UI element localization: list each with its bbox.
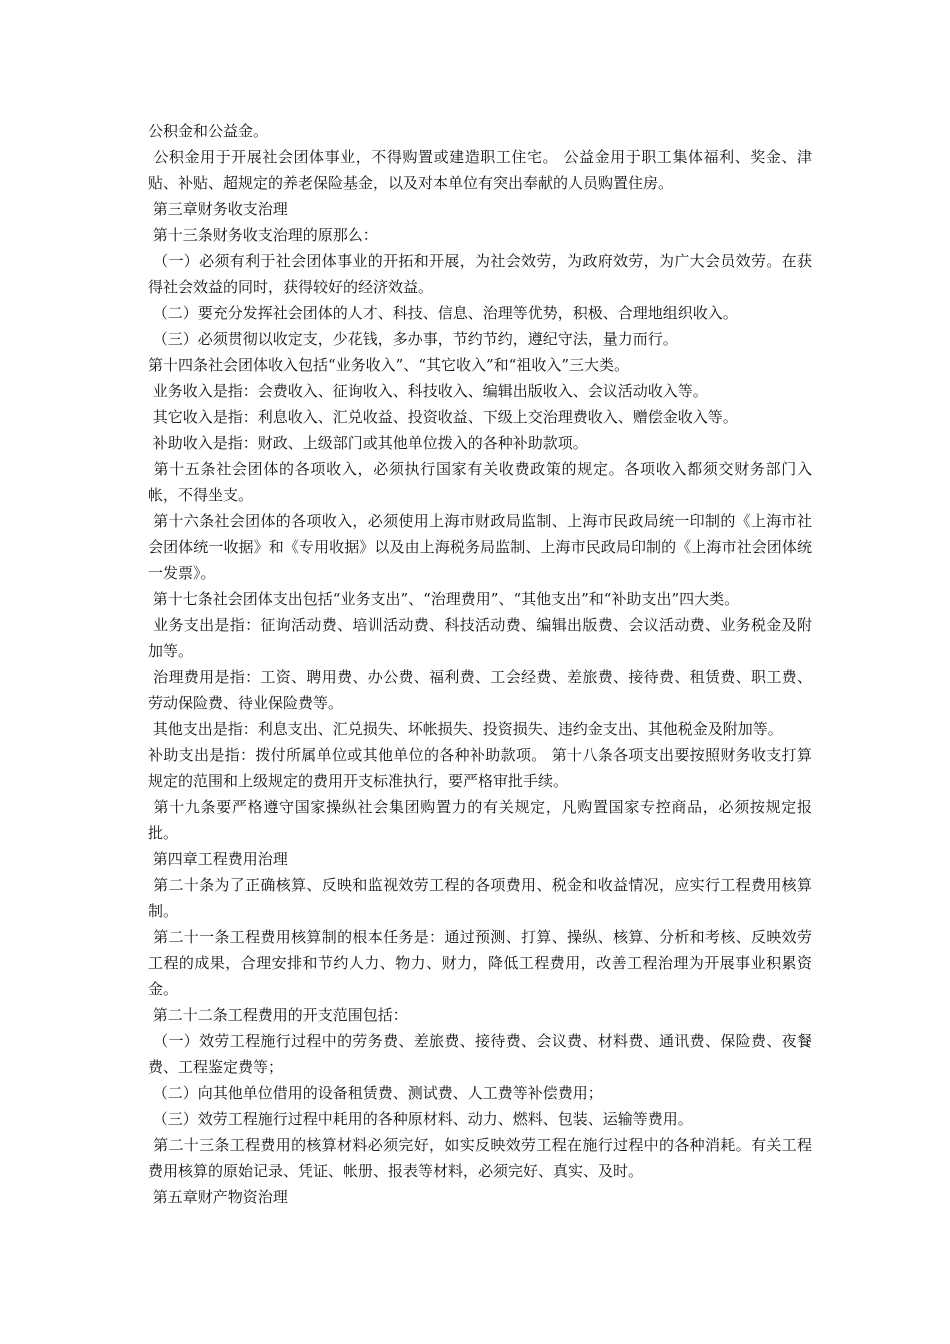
chapter-heading: 第四章工程费用治理	[148, 850, 288, 868]
article-paragraph: 第二十三条工程费用的核算材料必须完好，如实反映效劳工程在施行过程中的各种消耗。有关工程费用核算的原始记录、凭证、帐册、报表等材料，必须完好、真实、及时。	[148, 1136, 812, 1180]
article-paragraph: 第十五条社会团体的各项收入，必须执行国家有关收费政策的规定。各项收入都须交财务部门入帐，不得坐支。	[148, 460, 812, 504]
list-item: （二）向其他单位借用的设备租赁费、测试费、人工费等补偿费用；	[148, 1084, 603, 1102]
article-paragraph: 第十七条社会团体支出包括“业务支出”、“治理费用”、“其他支出”和“补助支出”四大类。	[148, 590, 740, 608]
paragraph: 公积金用于开展社会团体事业，不得购置或建造职工住宅。 公益金用于职工集体福利、奖金、津贴、补贴、超规定的养老保险基金，以及对本单位有突出奉献的人员购置住房。	[148, 148, 812, 192]
paragraph: 业务支出是指：征询活动费、培训活动费、科技活动费、编辑出版费、会议活动费、业务税金及附加等。	[148, 616, 812, 660]
list-item: （二）要充分发挥社会团体的人才、科技、信息、治理等优势，积极、合理地组织收入。	[148, 304, 738, 322]
article-heading: 第二十二条工程费用的开支范围包括：	[148, 1006, 408, 1024]
list-item: （一）必须有利于社会团体事业的开拓和开展，为社会效劳，为政府效劳，为广大会员效劳。在获得社会效益的同时，获得较好的经济效益。	[148, 252, 812, 296]
article-paragraph: 第二十一条工程费用核算制的根本任务是：通过预测、打算、操纵、核算、分析和考核、反映效劳工程的成果，合理安排和节约人力、物力、财力，降低工程费用，改善工程治理为开展事业积累资金。	[148, 928, 812, 998]
list-item: （一）效劳工程施行过程中的劳务费、差旅费、接待费、会议费、材料费、通讯费、保险费、夜餐费、工程鉴定费等；	[148, 1032, 812, 1076]
paragraph: 补助支出是指：拨付所属单位或其他单位的各种补助款项。 第十八条各项支出要按照财务收支打算规定的范围和上级规定的费用开支标准执行，要严格审批手续。	[148, 746, 812, 790]
paragraph: 其他支出是指：利息支出、汇兑损失、坏帐损失、投资损失、违约金支出、其他税金及附加等。	[148, 720, 783, 738]
paragraph: 业务收入是指：会费收入、征询收入、科技收入、编辑出版收入、会议活动收入等。	[148, 382, 708, 400]
chapter-heading: 第三章财务收支治理	[148, 200, 288, 218]
list-item: （三）效劳工程施行过程中耗用的各种原材料、动力、燃料、包装、运输等费用。	[148, 1110, 693, 1128]
paragraph: 其它收入是指：利息收入、汇兑收益、投资收益、下级上交治理费收入、赠偿金收入等。	[148, 408, 738, 426]
chapter-heading: 第五章财产物资治理	[148, 1188, 288, 1206]
article-paragraph: 第十四条社会团体收入包括“业务收入”、“其它收入”和“祖收入”三大类。	[148, 356, 630, 374]
paragraph: 公积金和公益金。	[148, 122, 269, 140]
paragraph: 治理费用是指：工资、聘用费、办公费、福利费、工会经费、差旅费、接待费、租赁费、职工费、劳动保险费、待业保险费等。	[148, 668, 812, 712]
list-item: （三）必须贯彻以收定支，少花钱，多办事，节约节约，遵纪守法，量力而行。	[148, 330, 678, 348]
document-page	[148, 118, 812, 1210]
article-paragraph: 第十六条社会团体的各项收入，必须使用上海市财政局监制、上海市民政局统一印制的《上海市社会团体统一收据》和《专用收据》以及由上海税务局监制、上海市民政局印制的《上海市社会团体统一发票》。	[148, 512, 812, 582]
article-paragraph: 第二十条为了正确核算、反映和监视效劳工程的各项费用、税金和收益情况，应实行工程费用核算制。	[148, 876, 812, 920]
article-heading: 第十三条财务收支治理的原那么：	[148, 226, 378, 244]
paragraph: 补助收入是指：财政、上级部门或其他单位拨入的各种补助款项。	[148, 434, 588, 452]
article-paragraph: 第十九条要严格遵守国家操纵社会集团购置力的有关规定，凡购置国家专控商品，必须按规定报批。	[148, 798, 812, 842]
